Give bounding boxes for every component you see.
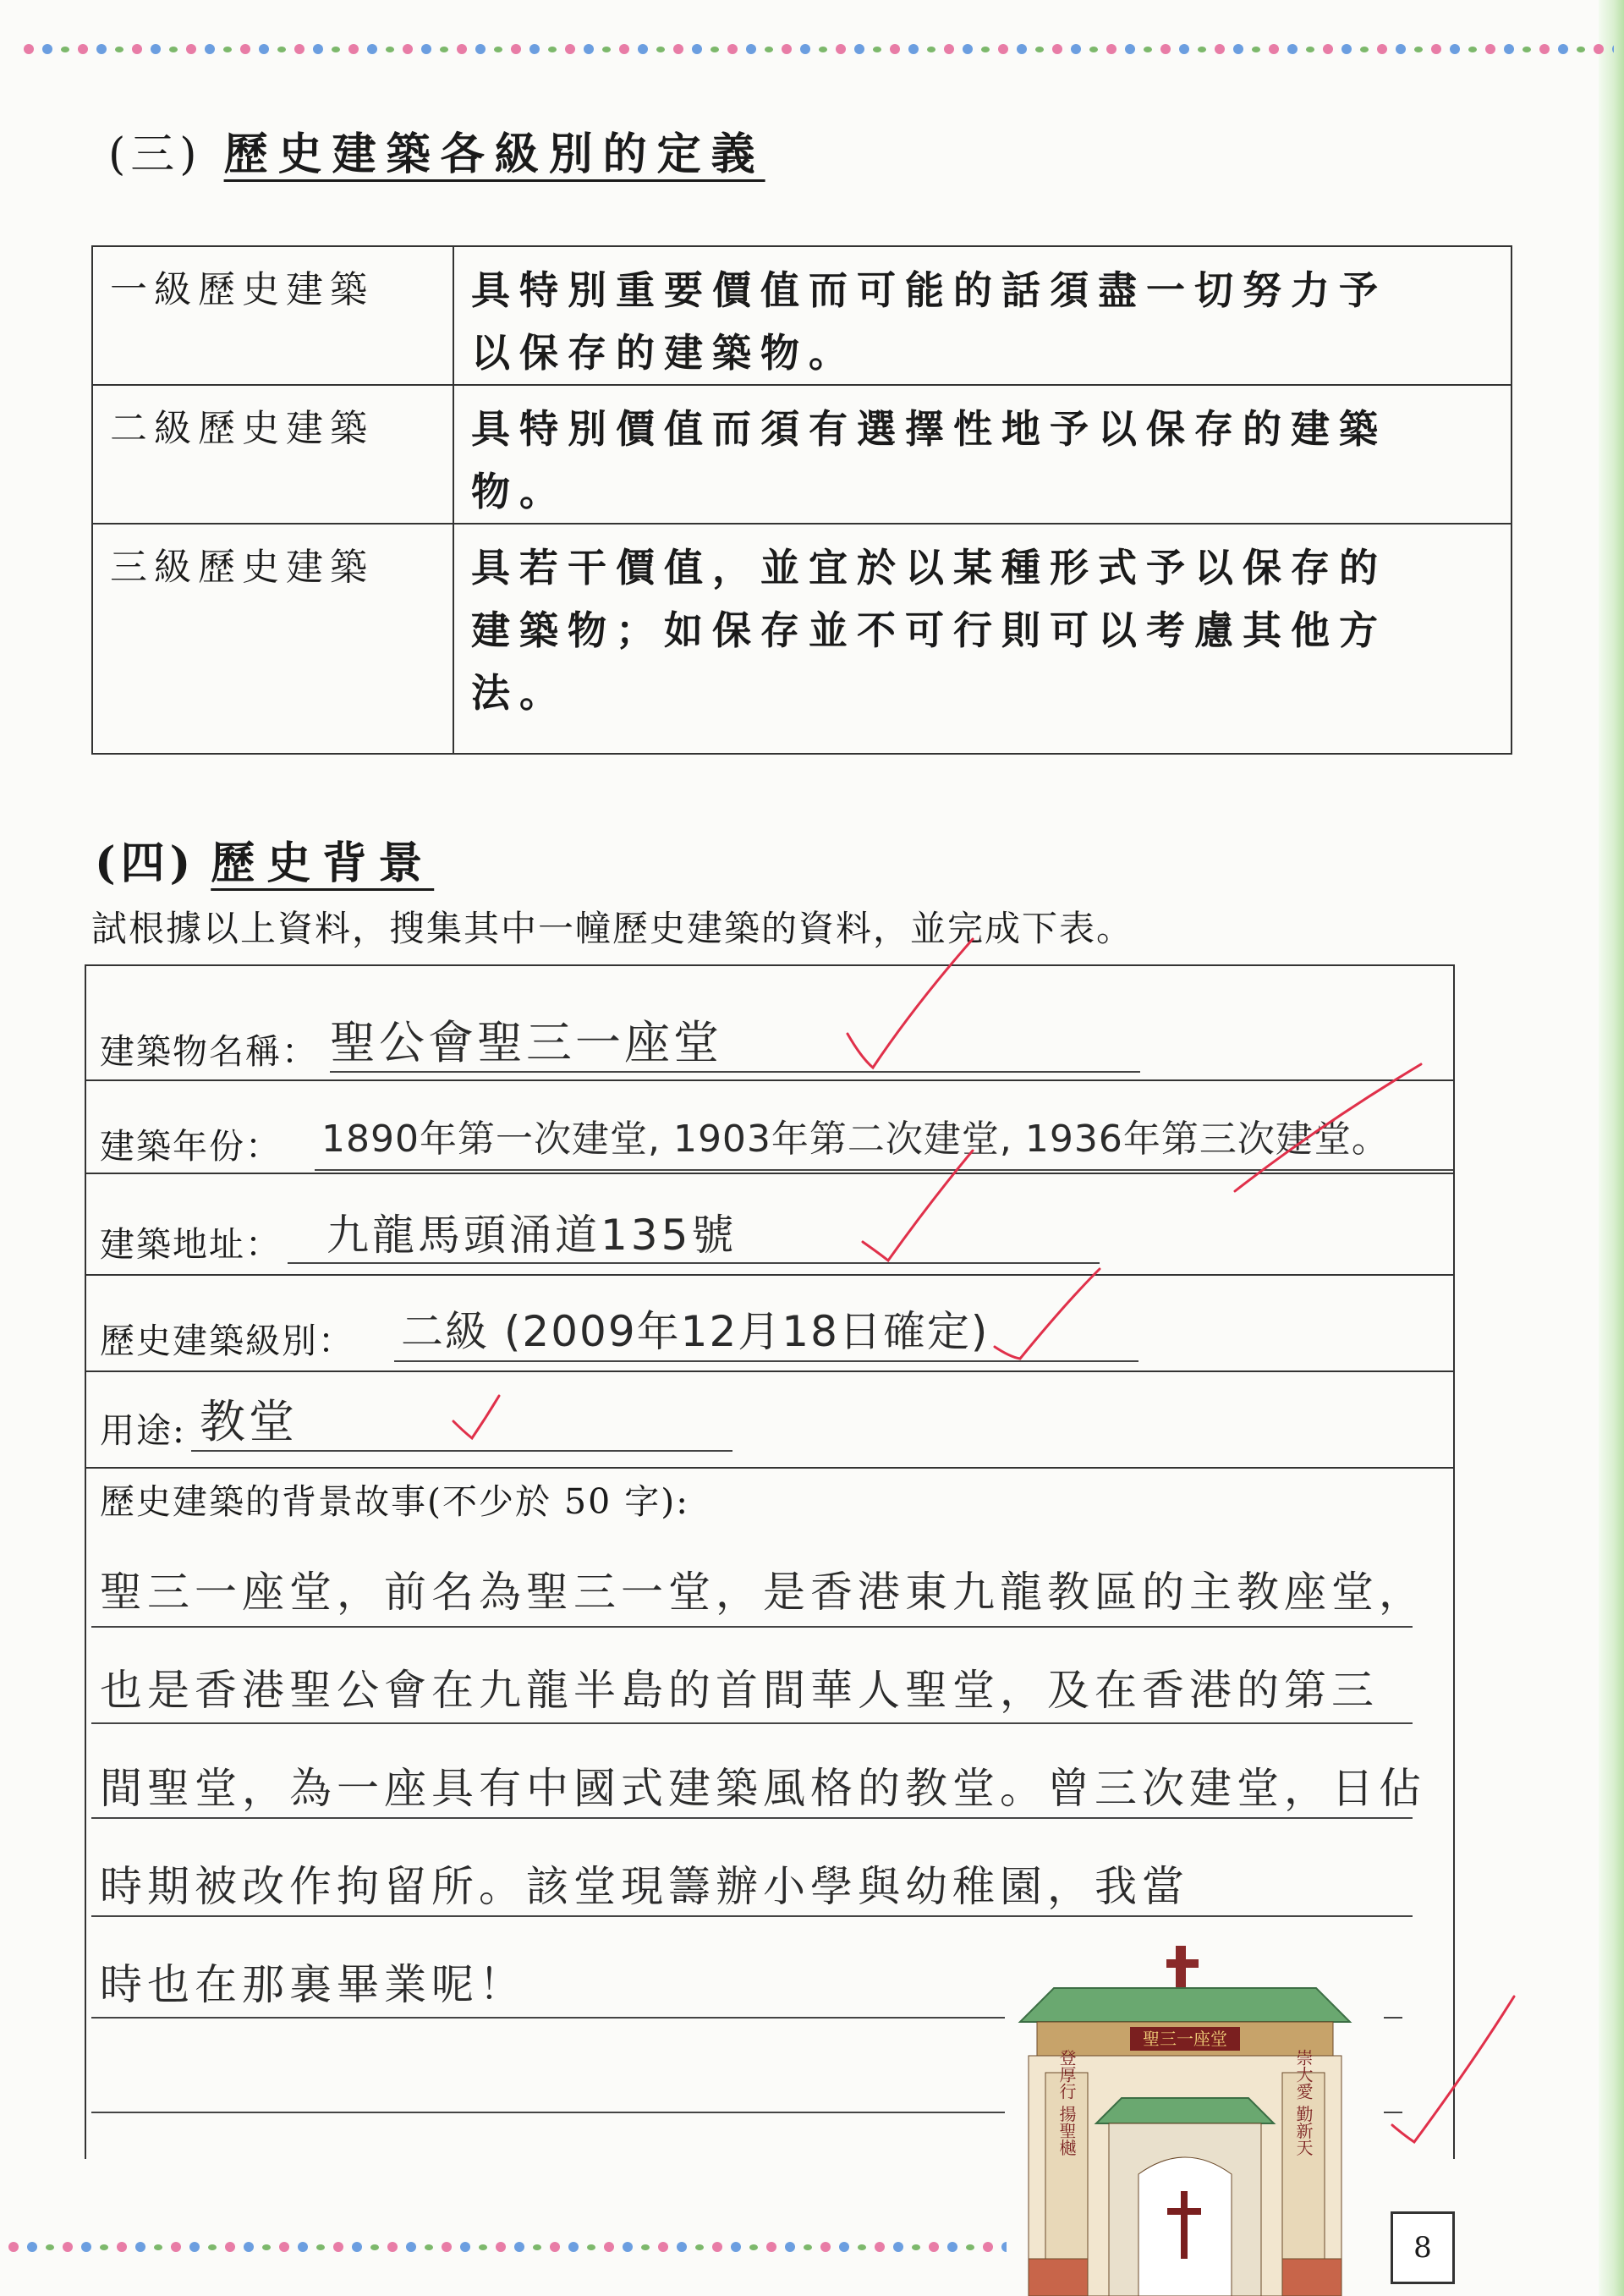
plaque-text: 聖三一座堂 <box>1143 2029 1227 2049</box>
grade-value: 二級 (2009年12月18日確定) <box>401 1307 990 1356</box>
brick-wall-right <box>1282 2259 1341 2296</box>
check-mark-icon <box>1235 1064 1421 1191</box>
section4-number: (四) <box>95 838 196 889</box>
cross-bar <box>1166 1959 1199 1968</box>
check-mark-icon <box>995 1269 1100 1359</box>
level-cell: 一級歷史建築 <box>92 246 453 385</box>
definition-line: 具特別重要價值而可能的話須盡一切努力予 <box>471 267 1387 313</box>
story-line: 時也在那裏畢業呢！ <box>100 1960 526 2009</box>
definition-line: 以保存的建築物。 <box>471 330 857 376</box>
definition-line: 物。 <box>471 469 568 514</box>
level-cell: 二級歷史建築 <box>92 385 453 524</box>
right-couplet: 崇大愛 勤新天 <box>1293 2048 1314 2156</box>
definition-line: 具若干價值，並宜於以某種形式予以保存的 <box>471 545 1387 590</box>
definition-line: 具特別價值而須有選擇性地予以保存的建築 <box>471 406 1387 452</box>
story-label: 歷史建築的背景故事(不少於 50 字): <box>100 1481 690 1522</box>
level-cell: 三級歷史建築 <box>92 524 453 754</box>
check-mark-icon <box>1392 1997 1514 2142</box>
upper-roof <box>1020 1988 1350 2022</box>
door-cross-icon <box>1181 2191 1188 2259</box>
use-value: 教堂 <box>200 1395 298 1448</box>
year-label: 建築年份： <box>100 1126 282 1167</box>
brick-wall-left <box>1029 2259 1088 2296</box>
year-value: 1890年第一次建堂, 1903年第二次建堂, 1936年第三次建堂。 <box>321 1118 1390 1161</box>
definition-line: 建築物；如保存並不可行則可以考慮其他方 <box>471 607 1387 653</box>
use-label: 用途: <box>100 1410 186 1451</box>
check-mark-icon <box>863 1151 973 1261</box>
section4-title: 歷史背景 <box>211 838 435 889</box>
story-line: 也是香港聖公會在九龍半島的首間華人聖堂，及在香港的第三 <box>100 1666 1379 1715</box>
grade-label: 歷史建築級別： <box>100 1321 354 1361</box>
door-cross-bar <box>1167 2208 1201 2215</box>
check-mark-icon <box>453 1396 499 1438</box>
story-line: 間聖堂，為一座具有中國式建築風格的教堂。曾三次建堂，日佔 <box>100 1764 1426 1813</box>
lower-roof <box>1096 2098 1274 2123</box>
section3-number: (三) <box>108 129 202 180</box>
story-line: 聖三一座堂，前名為聖三一堂，是香港東九龍教區的主教座堂， <box>100 1568 1426 1617</box>
name-label: 建築物名稱： <box>100 1031 318 1072</box>
page-number: 8 <box>1391 2211 1455 2284</box>
address-value: 九龍馬頭涌道135號 <box>326 1211 738 1260</box>
left-couplet: 登厚行 揚聖樾 <box>1056 2048 1077 2156</box>
story-line: 時期被改作拘留所。該堂現籌辦小學與幼稚園，我當 <box>100 1862 1189 1911</box>
address-label: 建築地址： <box>100 1224 282 1265</box>
church-illustration <box>1003 1946 1367 2296</box>
definition-line: 法。 <box>471 670 568 716</box>
instruction-text: 試根據以上資料，搜集其中一幢歷史建築的資料，並完成下表。 <box>91 908 1134 949</box>
name-value: 聖公會聖三一座堂 <box>330 1016 722 1069</box>
check-mark-icon <box>848 939 973 1068</box>
section3-title: 歷史建築各級別的定義 <box>223 129 765 180</box>
